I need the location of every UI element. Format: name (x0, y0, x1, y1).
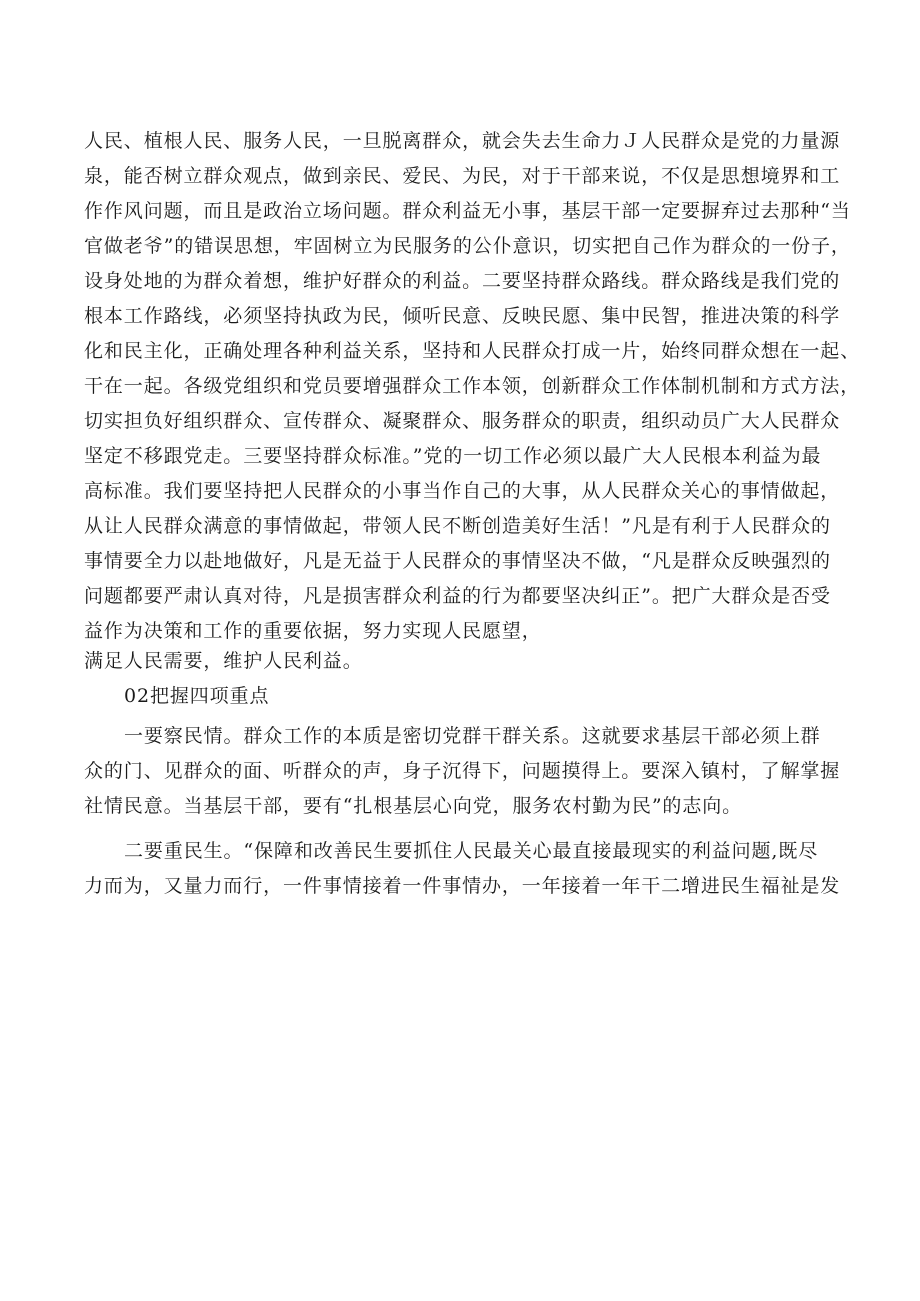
paragraph-2-line: 一要察民情。群众工作的本质是密切党群干群关系。这就要求基层干部必须上群 (124, 725, 821, 747)
section-heading: 02把握四项重点 (124, 685, 270, 707)
paragraph-1-line: 从让人民群众满意的事情做起，带领人民不断创造美好生活！”凡是有利于人民群众的 (84, 515, 831, 537)
paragraph-2-line: 众的门、见群众的面、听群众的声，身子沉得下，问题摸得上。要深入镇村，了解掌握 (84, 760, 841, 782)
paragraph-1-line: 根本工作路线，必须坚持执政为民，倾听民意、反映民愿、集中民智，推进决策的科学 (84, 305, 841, 327)
paragraph-3-line: 力而为，又量力而行，一件事情接着一件事情办，一年接着一年干二增进民生福祉是发 (84, 875, 841, 897)
paragraph-2-line: 社情民意。当基层干部，要有“扎根基层心向党，服务农村勤为民”的志向。 (84, 795, 743, 817)
paragraph-1-line: 人民、植根人民、服务人民，一旦脱离群众，就会失去生命力Ｊ人民群众是党的力量源 (84, 130, 841, 152)
paragraph-1-line: 高标准。我们要坚持把人民群众的小事当作自己的大事，从人民群众关心的事情做起， (84, 480, 841, 502)
paragraph-1-line: 坚定不移跟党走。三要坚持群众标准。”党的一切工作必须以最广大人民根本利益为最 (84, 445, 822, 467)
paragraph-1-line: 切实担负好组织群众、宣传群众、凝聚群众、服务群众的职责，组织动员广大人民群众 (84, 410, 841, 432)
paragraph-1-line: 泉，能否树立群众观点，做到亲民、爱民、为民，对于干部来说，不仅是思想境界和工 (84, 165, 841, 187)
paragraph-1-line: 作作风问题，而且是政治立场问题。群众利益无小事，基层干部一定要摒弃过去那种“当 (84, 200, 851, 222)
paragraph-1-line: 事情要全力以赴地做好，凡是无益于人民群众的事情坚决不做，“凡是群众反映强烈的 (84, 550, 831, 572)
paragraph-1-line: 满足人民需要，维护人民利益。 (84, 650, 363, 672)
paragraph-1-line: 官做老爷”的错误思想，牢固树立为民服务的公仆意识，切实把自己作为群众的一份子， (84, 235, 851, 257)
paragraph-1-line: 问题都要严肃认真对待，凡是损害群众利益的行为都要坚决纠正”。把广大群众是否受 (84, 585, 831, 607)
paragraph-1-line: 化和民主化，正确处理各种利益关系，坚持和人民群众打成一片，始终同群众想在一起、 (84, 340, 861, 362)
paragraph-1-line: 设身处地的为群众着想，维护好群众的利益。二要坚持群众路线。群众路线是我们党的 (84, 270, 841, 292)
paragraph-1-line: 干在一起。各级党组织和党员要增强群众工作本领，创新群众工作体制机制和方式方法， (84, 375, 861, 397)
paragraph-3-line: 二要重民生。“保障和改善民生要抓住人民最关心最直接最现实的利益问题,既尽 (124, 840, 819, 862)
paragraph-1-line: 益作为决策和工作的重要依据，努力实现人民愿望， (84, 620, 542, 642)
